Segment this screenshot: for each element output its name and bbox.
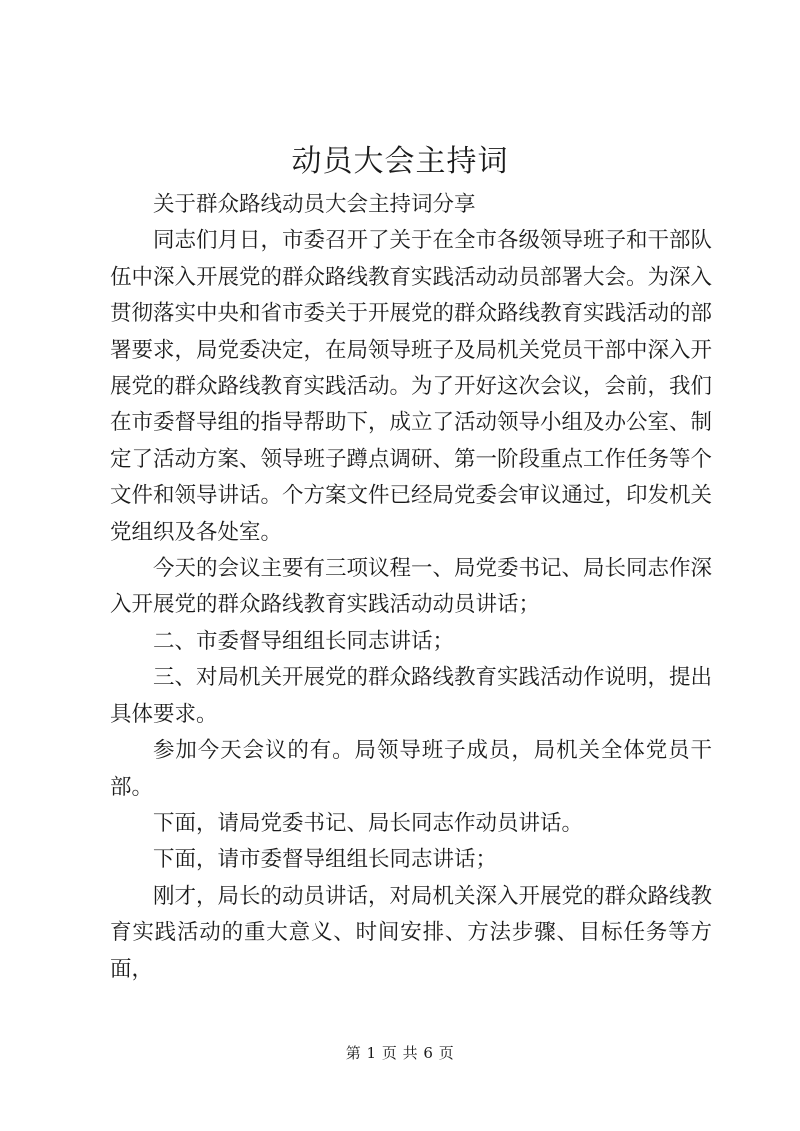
paragraph-summary: 刚才，局长的动员讲话，对局机关深入开展党的群众路线教育实践活动的重大意义、时间安排、方法步骤、目标任务等方面，	[110, 883, 713, 982]
paragraph-subtitle: 关于群众路线动员大会主持词分享	[153, 192, 476, 217]
paragraph-agenda-item-3: 三、对局机关开展党的群众路线教育实践活动作说明，提出具体要求。	[110, 665, 713, 727]
paragraph-attendees: 参加今天会议的有。局领导班子成员，局机关全体党员干部。	[110, 738, 712, 800]
paragraph-invite-supervisor: 下面，请市委督导组组长同志讲话；	[153, 847, 498, 873]
document-title: 动员大会主持词	[291, 144, 509, 179]
document-body	[110, 187, 712, 988]
paragraph-agenda-item-2: 二、市委督导组组长同志讲话；	[153, 628, 455, 654]
paragraph-invite-secretary: 下面，请局党委书记、局长同志作动员讲话。	[153, 810, 584, 836]
paragraph-agenda: 今天的会议主要有三项议程一、局党委书记、局长同志作深入开展党的群众路线教育实践活动动员讲话；	[110, 556, 713, 618]
paragraph-opening: 同志们月日，市委召开了关于在全市各级领导班子和干部队伍中深入开展党的群众路线教育实践活动动员部署大会。为深入贯彻落实中央和省市委关于开展党的群众路线教育实践活动的部署要求，局党委决定，在局领导班子及局机关党员干部中深入开展党的群众路线教育实践活动。为了开好这次会议，会前，我们在市委督导组的指导帮助下，成立了活动领导小组及办公室、制定了活动方案、领导班子蹲点调研、第一阶段重点工作任务等个文件和领导讲话。个方案文件已经局党委会审议通过，印发机关党组织及各处室。	[110, 228, 713, 545]
page-number-footer: 第 1 页 共 6 页	[345, 1044, 455, 1062]
